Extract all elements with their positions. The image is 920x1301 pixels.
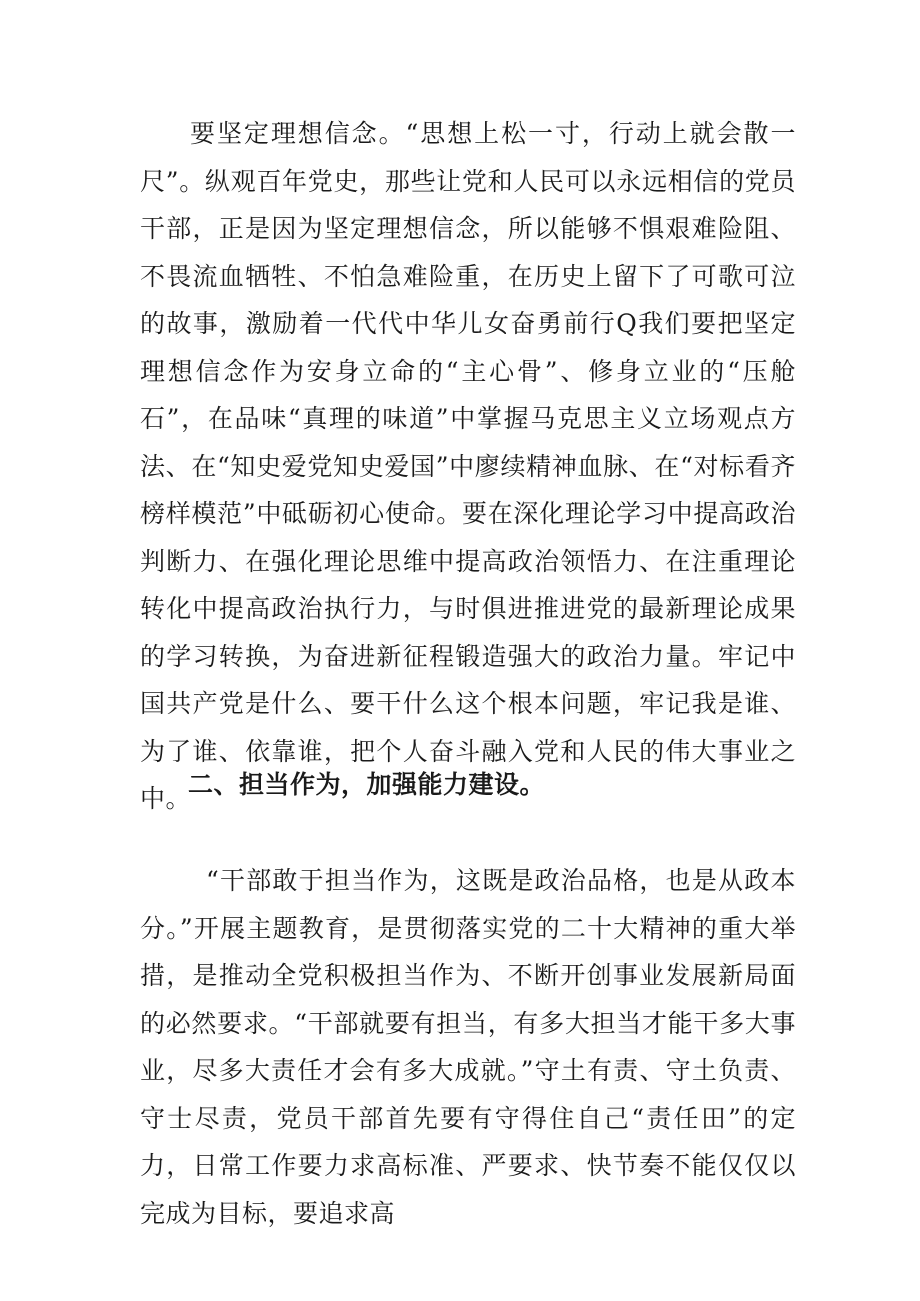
paragraph-responsibility: “干部敢于担当作为，这既是政治品格，也是从政本分。”开展主题教育，是贯彻落实党的二十大精神的重大举措，是推动全党积极担当作为、不断开创事业发展新局面的必然要求。“干部就要有担当，有多大担当才能干多大事业，尽多大责任才会有多大成就。”守土有责、守土负责、守士尽责，党员干部首先要有守得住自己“责任田”的定力，日常工作要力求高标准、严要求、快节奏不能仅仅以完成为目标，要追求高 [140,866,796,1228]
section-heading-2: 二、担当作为，加强能力建设。 [188,770,546,799]
paragraph-ideals: 要坚定理想信念。“思想上松一寸，行动上就会散一尺”。纵观百年党史，那些让党和人民可以永远相信的党员干部，正是因为坚定理想信念，所以能够不惧艰难险阻、不畏流血牺牲、不怕急难险重，在历史上留下了可歌可泣的故事，激励着一代代中华儿女奋勇前行Q我们要把坚定理想信念作为安身立命的“主心骨”、修身立业的“压舱石”，在品味“真理的味道”中掌握马克思主义立场观点方法、在“知史爱党知史爱国”中廖续精神血脉、在“对标看齐榜样模范”中砥砺初心使命。要在深化理论学习中提高政治判断力、在强化理论思维中提高政治领悟力、在注重理论转化中提高政治执行力，与时俱进推进党的最新理论成果的学习转换，为奋进新征程锻造强大的政治力量。牢记中国共产党是什么、要干什么这个根本问题，牢记我是谁、为了谁、依靠谁，把个人奋斗融入党和人民的伟大事业之中。 [140,119,796,813]
